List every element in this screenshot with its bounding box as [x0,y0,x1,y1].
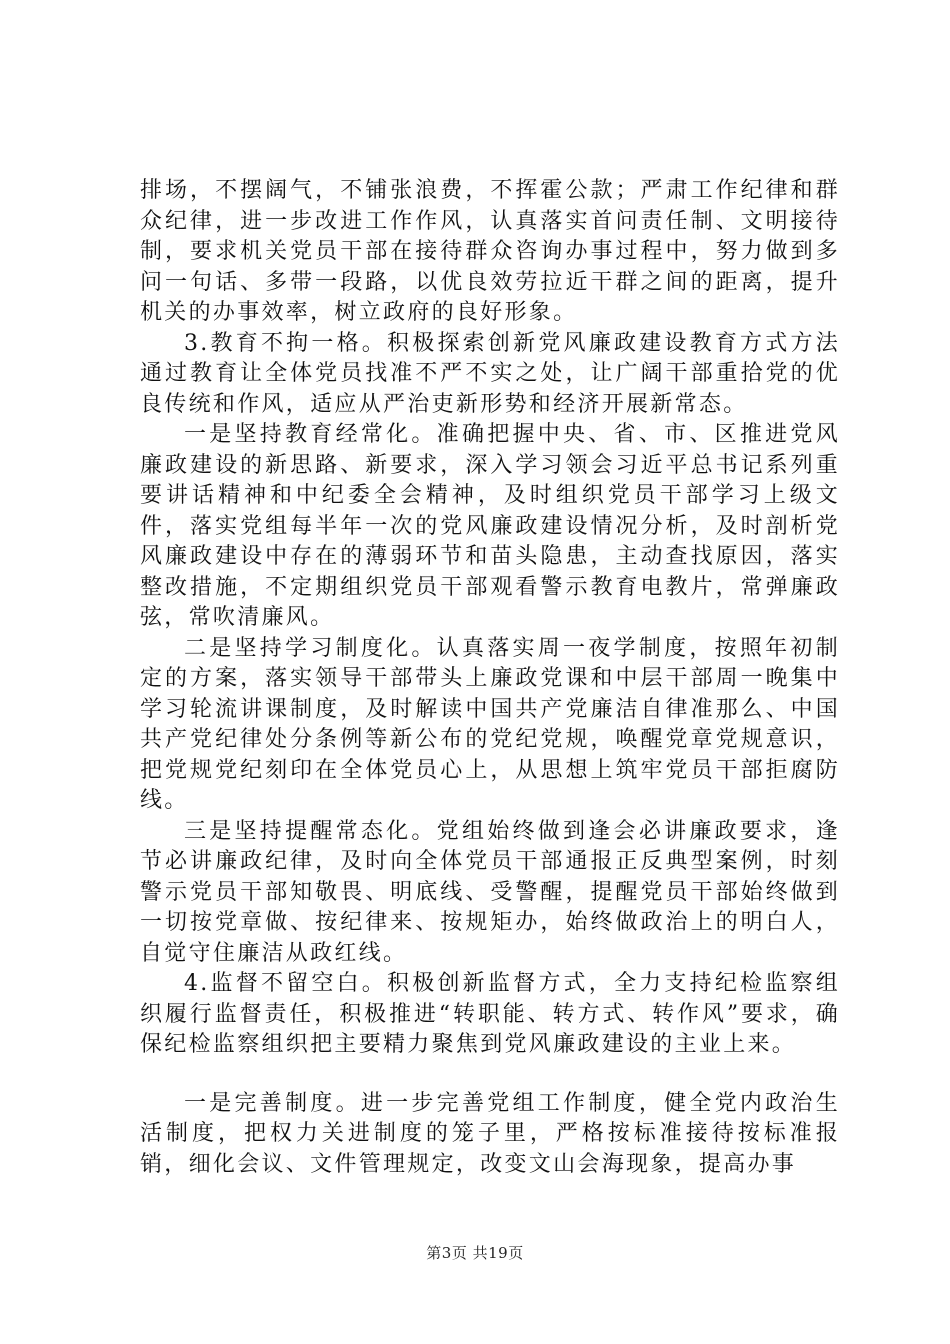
page-number-footer: 第3页 共19页 [426,1244,524,1262]
paragraph-reminder-normal: 三是坚持提醒常态化。党组始终做到逢会必讲廉政要求，逢节必讲廉政纪律，及时向全体党员干部通报正反典型案例，时刻警示党员干部知敬畏、明底线、受警醒，提醒党员干部始终做到一切按党章做、按纪律来、按规矩办，始终做政治上的明白人，自觉守住廉洁从政红线。 [140,818,840,966]
paragraph-education-heading: 3.教育不拘一格。积极探索创新党风廉政建设教育方式方法通过教育让全体党员找准不严不实之处，让广阔干部重拾党的优良传统和作风，适应从严治吏新形势和经济开展新常态。 [140,330,840,417]
paragraph-supervision-heading: 4.监督不留空白。积极创新监督方式，全力支持纪检监察组织履行监督责任，积极推进“转职能、转方式、转作风”要求，确保纪检监察组织把主要精力聚焦到党风廉政建设的主业上来。 [140,971,840,1057]
paragraph-improve-system: 一是完善制度。进一步完善党组工作制度，健全党内政治生活制度，把权力关进制度的笼子里，严格按标准接待按标准报销，细化会议、文件管理规定，改变文山会海现象，提高办事 [140,1090,840,1177]
paragraph-education-regular: 一是坚持教育经常化。准确把握中央、省、市、区推进党风廉政建设的新思路、新要求，深入学习领会习近平总书记系列重要讲话精神和中纪委全会精神，及时组织党员干部学习上级文件，落实党组每半年一次的党风廉政建设情况分析，及时剖析党风廉政建设中存在的薄弱环节和苗头隐患，主动查找原因，落实整改措施，不定期组织党员干部观看警示教育电教片，常弹廉政弦，常吹清廉风。 [140,422,840,630]
paragraph-study-system: 二是坚持学习制度化。认真落实周一夜学制度，按照年初制定的方案，落实领导干部带头上廉政党课和中层干部周一晚集中学习轮流讲课制度，及时解读中国共产党廉洁自律准那么、中国共产党纪律处分条例等新公布的党纪党规，唤醒党章党规意识，把党规党纪刻印在全体党员心上，从思想上筑牢党员干部拒腐防线。 [140,635,840,813]
paragraph-continuation: 排场，不摆阔气，不铺张浪费，不挥霍公款；严肃工作纪律和群众纪律，进一步改进工作作风，认真落实首问责任制、文明接待制，要求机关党员干部在接待群众咨询办事过程中，努力做到多问一句话、多带一段路，以优良效劳拉近干群之间的距离，提升机关的办事效率，树立政府的良好形象。 [140,178,840,325]
document-body [140,176,840,1180]
